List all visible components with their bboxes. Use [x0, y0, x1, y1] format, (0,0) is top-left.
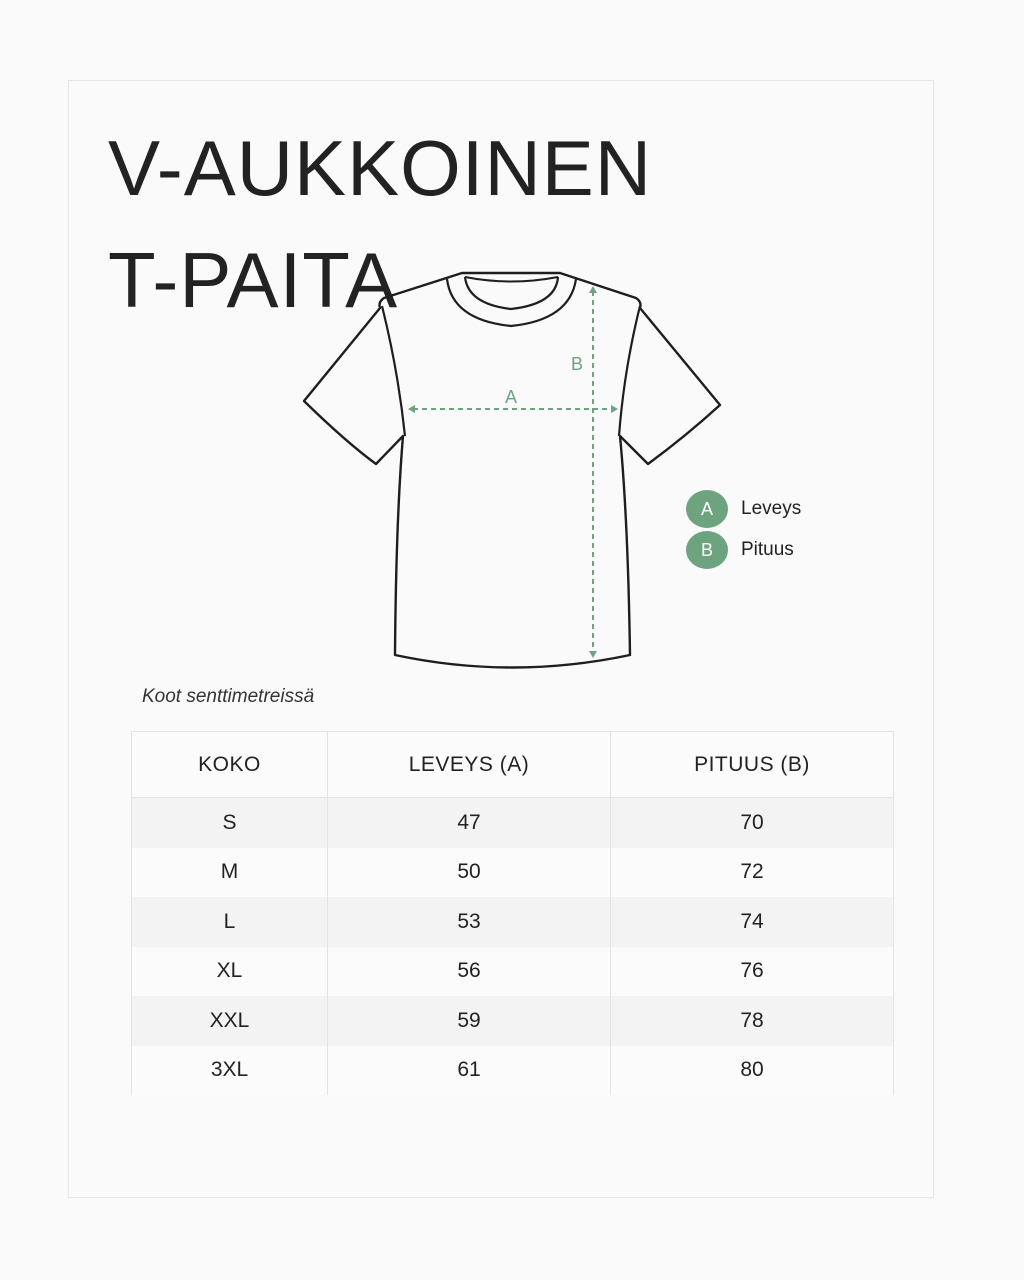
legend-badge-b: B: [686, 531, 728, 569]
cell-length: 80: [611, 1046, 894, 1096]
length-measure-label: B: [570, 354, 584, 374]
cell-length: 78: [611, 996, 894, 1046]
cell-width: 59: [328, 996, 611, 1046]
header-size: KOKO: [132, 732, 328, 798]
cell-width: 61: [328, 1046, 611, 1096]
cell-length: 76: [611, 947, 894, 997]
table-header-row: [132, 732, 894, 798]
table-row: [132, 1046, 894, 1096]
cell-width: 53: [328, 897, 611, 947]
header-width: LEVEYS (A): [328, 732, 611, 798]
right-armhole-seam: [619, 306, 640, 436]
cell-size: XXL: [132, 996, 328, 1046]
cell-width: 50: [328, 848, 611, 898]
size-table: [131, 731, 894, 1095]
header-length: PITUUS (B): [611, 732, 894, 798]
legend-item-length: [686, 530, 801, 570]
tshirt-diagram: [300, 268, 724, 672]
width-arrow-left: [408, 405, 415, 413]
length-arrow-bottom: [589, 651, 597, 658]
cell-size: XL: [132, 947, 328, 997]
cell-width: 56: [328, 947, 611, 997]
cell-size: M: [132, 848, 328, 898]
table-row: [132, 996, 894, 1046]
title-line-2: T-PAITA: [108, 236, 399, 324]
left-armhole-seam: [382, 306, 405, 436]
table-row: [132, 897, 894, 947]
width-arrow-right: [611, 405, 618, 413]
legend-badge-a: A: [686, 490, 728, 528]
cell-size: 3XL: [132, 1046, 328, 1096]
measurement-legend: [686, 489, 801, 571]
legend-label-width: Leveys: [741, 498, 802, 519]
title-line-1: V-AUKKOINEN: [108, 124, 653, 212]
units-caption: Koot senttimetreissä: [142, 686, 315, 707]
table-row: [132, 947, 894, 997]
cell-size: S: [132, 798, 328, 848]
legend-item-width: [686, 489, 801, 529]
cell-length: 72: [611, 848, 894, 898]
table-row: [132, 848, 894, 898]
table-row: [132, 798, 894, 848]
cell-length: 74: [611, 897, 894, 947]
collar-back: [465, 277, 558, 282]
cell-size: L: [132, 897, 328, 947]
cell-width: 47: [328, 798, 611, 848]
width-measure-label: A: [504, 387, 518, 407]
legend-label-length: Pituus: [741, 539, 794, 560]
length-arrow-top: [589, 286, 597, 293]
cell-length: 70: [611, 798, 894, 848]
tshirt-outline: [304, 273, 720, 668]
